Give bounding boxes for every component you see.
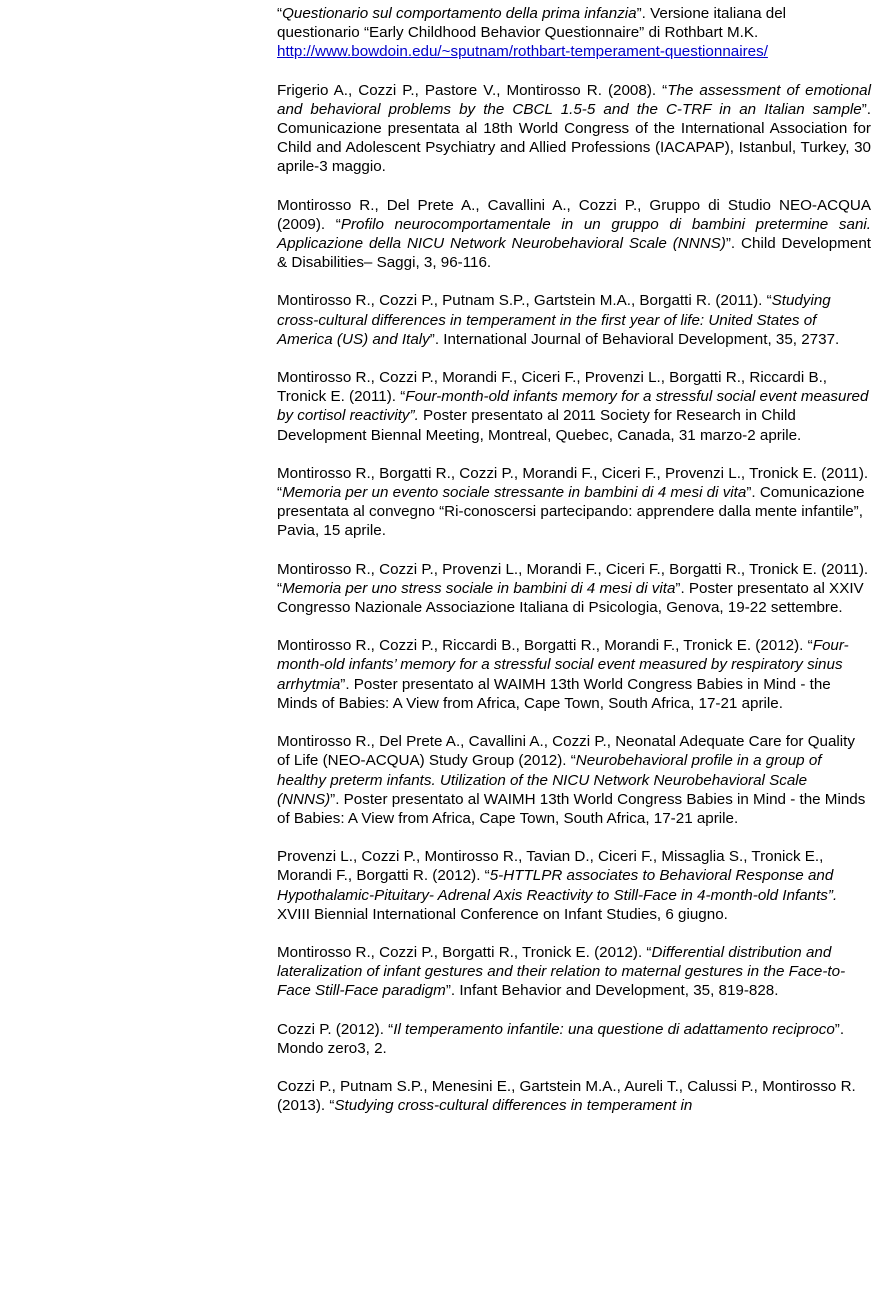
reference-text: Frigerio A., Cozzi P., Pastore V., Montirosso R. (2008). “ [277,81,668,99]
reference-text: Cozzi P., Putnam S.P., Menesini E., Gartstein M.A., Aureli T., Calussi P., Montirosso R. (2013). “ [277,1077,856,1115]
reference-text: ”. Child Development & Disabilities– Saggi, 3, 96-116. [277,235,871,272]
reference-text: Montirosso R., Cozzi P., Morandi F., Ciceri F., Provenzi L., Borgatti R., Riccardi B., Tronick E. (2011). “ [277,369,828,406]
reference-entry [277,732,871,828]
reference-text: ”. Versione italiana del questionario “Early Childhood Behavior Questionnaire” di Rothbart M.K. [277,5,787,42]
reference-title: Neurobehavioral profile in a group of healthy preterm infants. Utilization of the NICU Network Neurobehavioral Scale (NNNS) [277,752,822,808]
reference-text: ”. Poster presentato al XXIV Congresso Nazionale Associazione Italiana di Psicologia, Genova, 19-22 settembre. [277,579,864,617]
reference-title: Il temperamento infantile: una questione di adattamento reciproco [393,1020,835,1038]
reference-text: ”. Poster presentato al WAIMH 13th World Congress Babies in Mind - the Minds of Babies: A View from Africa, Cape Town, South Africa, 17-21 aprile. [277,675,831,712]
reference-entry [277,943,871,1001]
reference-title: 5-HTTLPR associates to Behavioral Response and Hypothalamic-Pituitary- Adrenal Axis Reactivity to Still-Face in 4-month-old Infants”. [277,867,838,904]
reference-entry [277,1077,871,1115]
reference-entry [277,4,871,62]
reference-title: Four-month-old infants memory for a stressful social event measured by cortisol reactivity”. [277,388,869,425]
reference-entry [277,196,871,273]
reference-title: Memoria per un evento sociale stressante in bambini di 4 mesi di vita [282,484,747,502]
reference-text: Montirosso R., Cozzi P., Riccardi B., Borgatti R., Morandi F., Tronick E. (2012). “ [277,637,813,655]
reference-text: Cozzi P. (2012). “ [277,1020,394,1038]
reference-text: Montirosso R., Del Prete A., Cavallini A., Cozzi P., Neonatal Adequate Care for Quality of Life (NEO-ACQUA) Study Group (2012). “ [277,733,855,770]
reference-text: Montirosso R., Cozzi P., Putnam S.P., Gartstein M.A., Borgatti R. (2011). “ [277,292,772,310]
reference-text: Provenzi L., Cozzi P., Montirosso R., Tavian D., Ciceri F., Missaglia S., Tronick E., Morandi F., Borgatti R. (2012). “ [277,848,824,885]
reference-entry [277,560,871,618]
reference-list [277,4,871,1134]
reference-text: ”. Comunicazione presentata al convegno “Ri-conoscersi partecipando: apprendere dalla mente infantile”, Pavia, 15 aprile. [277,484,865,540]
reference-entry [277,291,871,349]
questionnaire-link[interactable]: http://www.bowdoin.edu/~sputnam/rothbart-temperament-questionnaires/ [277,43,768,61]
reference-title: The assessment of emotional and behavioral problems by the CBCL 1.5-5 and the C-TRF in an Italian sample [277,81,871,118]
reference-title: Studying cross-cultural differences in temperament in [334,1097,693,1115]
reference-title: Four-month-old infants’ memory for a stressful social event measured by respiratory sinus arrhytmia [277,637,849,693]
reference-title: Profilo neurocomportamentale in un gruppo di bambini pretermine sani. Applicazione della NICU Network Neurobehavioral Scale (NNNS) [277,215,871,253]
reference-text: Montirosso R., Borgatti R., Cozzi P., Morandi F., Ciceri F., Provenzi L., Tronick E. (2011). “ [277,464,869,502]
reference-text: ”. Infant Behavior and Development, 35, 819-828. [445,982,779,1000]
reference-entry [277,81,871,177]
reference-entry [277,847,871,924]
reference-entry [277,464,871,541]
reference-entry [277,368,871,445]
reference-text: XVIII Biennial International Conference on Infant Studies, 6 giugno. [277,905,728,923]
reference-text: Montirosso R., Del Prete A., Cavallini A., Cozzi P., Gruppo di Studio NEO-ACQUA (2009). “ [277,196,871,233]
reference-text: Montirosso R., Cozzi P., Borgatti R., Tronick E. (2012). “ [277,943,652,961]
reference-entry [277,636,871,713]
reference-text: “ [277,5,283,22]
reference-title: Differential distribution and lateralization of infant gestures and their relation to maternal gestures in the Face-to-Face Still-Face paradigm [277,943,846,1000]
reference-text: ”. International Journal of Behavioral Development, 35, 2737. [429,330,840,348]
reference-title: Questionario sul comportamento della prima infanzia [282,5,637,22]
reference-text: ”. Poster presentato al WAIMH 13th World Congress Babies in Mind - the Minds of Babies: A View from Africa, Cape Town, South Africa, 17-21 aprile. [277,790,866,827]
reference-text: Poster presentato al 2011 Society for Research in Child Development Biennal Meeting, Montreal, Quebec, Canada, 31 marzo-2 aprile. [277,407,802,444]
reference-title: Studying cross-cultural differences in temperament in the first year of life: United States of America (US) and Italy [277,292,831,348]
reference-title: Memoria per uno stress sociale in bambini di 4 mesi di vita [282,579,676,597]
reference-text: Montirosso R., Cozzi P., Provenzi L., Morandi F., Ciceri F., Borgatti R., Tronick E. (2011). “ [277,560,869,597]
reference-text: ”. Mondo zero3, 2. [277,1020,845,1057]
reference-entry [277,1020,871,1058]
reference-text: ”. Comunicazione presentata al 18th World Congress of the International Association for Child and Adolescent Psychiatry and Allied Professions (IACAPAP), Istanbul, Turkey, 30 aprile-3 maggio. [277,100,871,176]
